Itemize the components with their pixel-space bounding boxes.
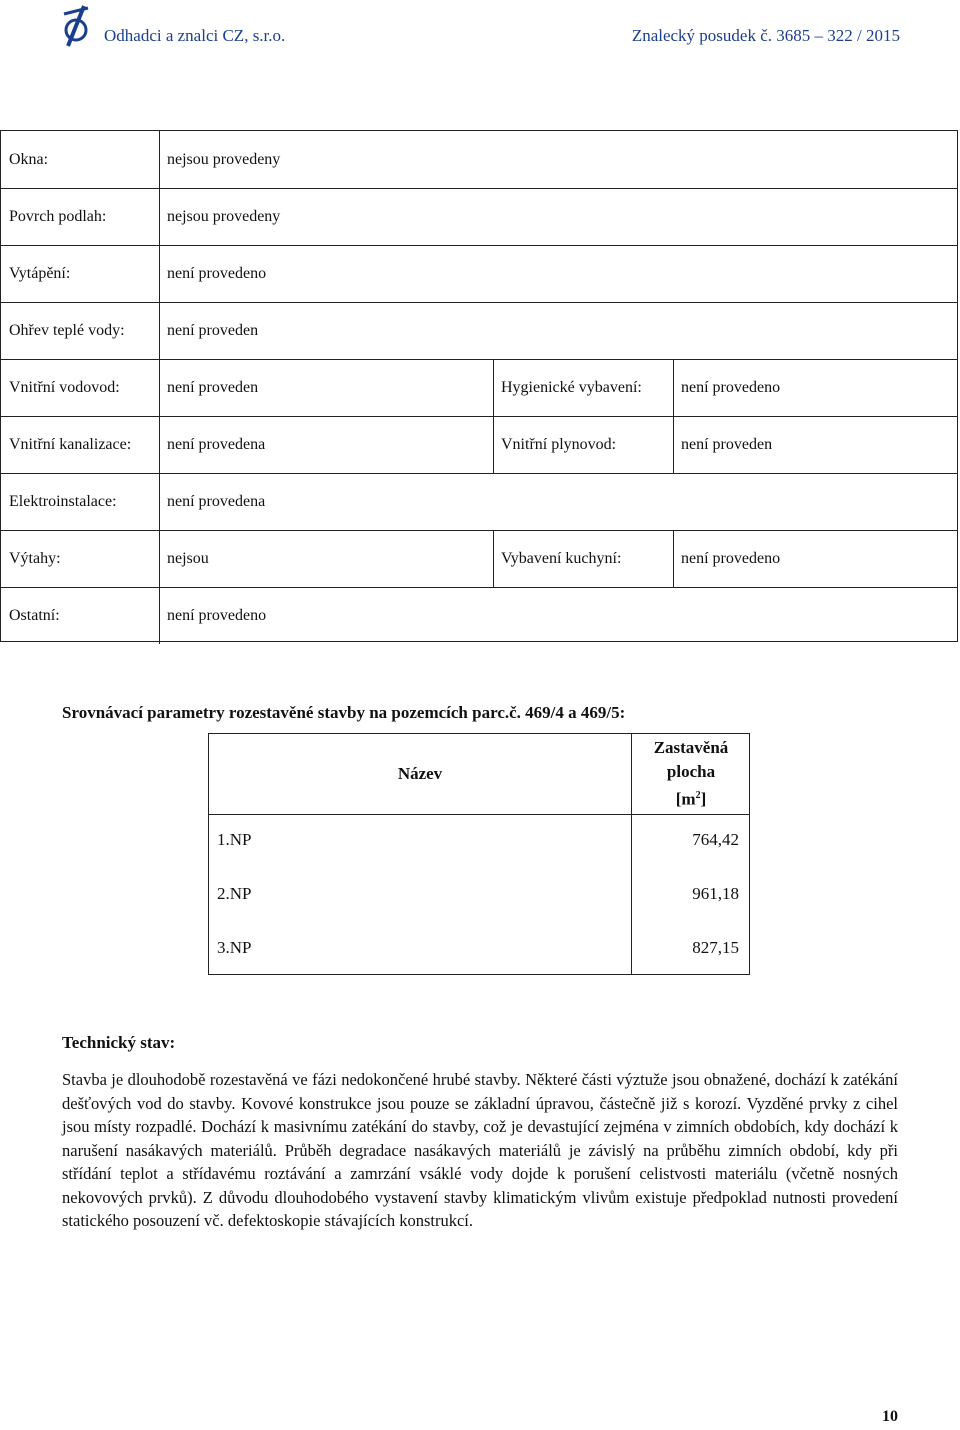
column-header-area [631, 736, 751, 812]
column-header-name: Název [397, 764, 443, 783]
floor-name: 1.NP [217, 830, 252, 849]
spec-value: není provedeno [167, 607, 267, 624]
spec-value: nejsou provedeny [167, 150, 281, 168]
company-name: Odhadci a znalci CZ, s.r.o. [104, 26, 286, 45]
spec-value-2: není provedeno [681, 550, 781, 567]
spec-label: Okna: [9, 150, 49, 168]
column-header-area-unit: $[m^2]$ [675, 789, 707, 809]
spec-label: Výtahy: [9, 550, 61, 567]
spec-value: nejsou provedeny [167, 208, 281, 225]
technical-state-title: Technický stav: [62, 1033, 176, 1052]
spec-label: Povrch podlah: [9, 208, 107, 225]
spec-value: není proveden [167, 322, 259, 339]
spec-value-2: není proveden [681, 436, 773, 453]
spec-row-vytahy [1, 530, 957, 587]
spec-row-povrch-podlah [1, 188, 957, 245]
spec-value: není provedena [167, 493, 266, 510]
page-header [0, 0, 960, 52]
table-row [209, 868, 749, 922]
spec-value: není provedena [167, 436, 266, 453]
report-number: Znalecký posudek č. 3685 – 322 / 2015 [631, 26, 900, 45]
spec-row-elektroinstalace [1, 473, 957, 530]
column-header-area-line1: Zastavěná [653, 738, 729, 757]
spec-label: Vnitřní vodovod: [9, 379, 120, 396]
floor-name: 3.NP [217, 938, 252, 957]
spec-row-vytapeni [1, 245, 957, 302]
spec-value: není proveden [167, 379, 259, 396]
table-row [209, 814, 749, 868]
specification-table [0, 130, 958, 642]
floor-area: 764,42 [692, 830, 739, 849]
spec-label-2: Hygienické vybavení: [501, 379, 642, 396]
table-row [209, 922, 749, 976]
comparison-title: Srovnávací parametry rozestavěné stavby na pozemcích parc.č. 469/4 a 469/5: [62, 703, 626, 722]
spec-label: Ostatní: [9, 607, 60, 624]
spec-label: Elektroinstalace: [9, 493, 117, 510]
spec-label: Vytápění: [9, 265, 71, 282]
page-number: 10 [882, 1408, 898, 1425]
spec-row-kanalizace [1, 416, 957, 473]
technical-state-text: Stavba je dlouhodobě rozestavěná ve fázi nedokončené hrubé stavby. Některé části výztuže jsou obnažené, dochází k zatékání dešťových vod do stavby. Kovové konstrukce jsou pouze se základní úpravou, částečně již s korozí. Vyzděné prvky z cihel jsou místy rozpadlé. Dochází k masivnímu zatékání do stavby, což je devastující zejména v zimních obdobích, kdy dochází k narušení nasákavých materiálů. Průběh degradace nasákavých materiálů je závislý na průběhu zimních období, kdy při střídání teplot a střídavému roztávání a zamrzání vsáklé vody dojde k porušení celistvosti materiálu (včetně nosných nekovových prvků). Z důvodu dlouhodobého vystavení stavby klimatickým vlivům existuje předpoklad nutnosti provedení statického posouzení vč. defektoskopie stávajících konstrukcí. [62, 1070, 898, 1230]
spec-value: není provedeno [167, 265, 267, 282]
column-header-area-line2: plocha [666, 762, 716, 781]
area-table [208, 733, 750, 975]
spec-label-2: Vnitřní plynovod: [501, 436, 617, 453]
spec-value: nejsou [167, 550, 209, 567]
spec-row-okna [1, 131, 957, 188]
floor-area: 827,15 [692, 938, 739, 957]
spec-label: Ohřev teplé vody: [9, 322, 125, 339]
company-logo-icon [60, 4, 92, 48]
spec-row-vodovod [1, 359, 957, 416]
spec-label-2: Vybavení kuchyní: [501, 550, 622, 567]
spec-value-2: není provedeno [681, 379, 781, 396]
spec-row-ostatni [1, 587, 957, 644]
spec-label: Vnitřní kanalizace: [9, 436, 132, 453]
floor-area: 961,18 [692, 884, 739, 903]
spec-row-ohrev-vody [1, 302, 957, 359]
floor-name: 2.NP [217, 884, 252, 903]
